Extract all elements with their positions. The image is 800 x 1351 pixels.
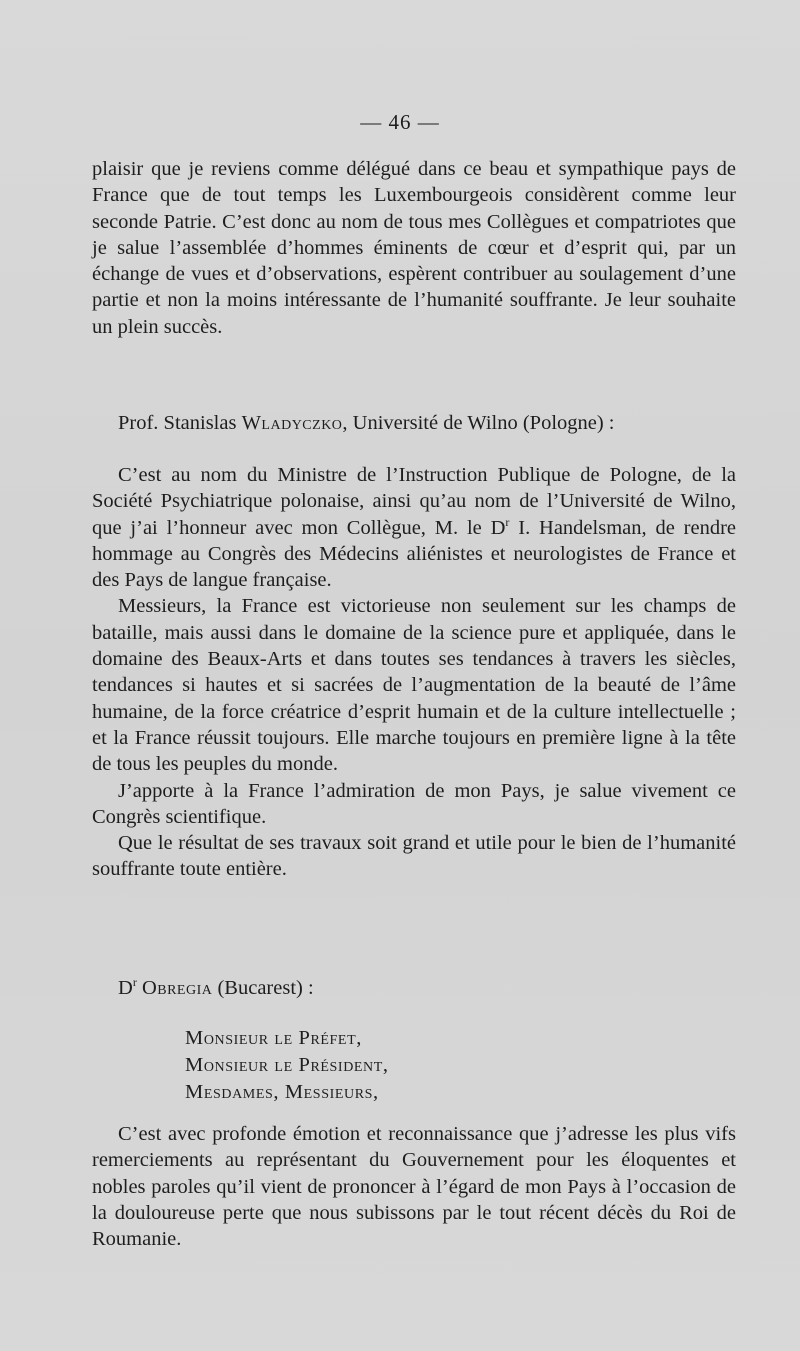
salutations xyxy=(185,1025,389,1106)
speaker-prefix: Prof. Stanislas xyxy=(118,412,242,434)
page-number: — 46 — xyxy=(360,110,440,134)
speaker-heading-obregia xyxy=(118,977,314,1000)
speech-paragraph: C’est au nom du Ministre de l’Instruction Publique de Pologne, de la Société Psychiatrique polonaise, ainsi qu’au nom de l’Université de Wilno, que j’ai l’honneur avec mon Collègue, M. le $D^r$ I. Handelsman, de rendre hommage au Congrès des Médecins aliénistes et neurologistes de France et des Pays de langue française. xyxy=(92,464,737,592)
speech-paragraph: J’apporte à la France l’admiration de mon Pays, je salue vivement ce Congrès scientifique. xyxy=(92,779,736,828)
salutation-line: Mesdames, Messieurs, xyxy=(185,1081,379,1103)
intro-paragraph-block xyxy=(92,156,736,340)
speech-paragraph: Messieurs, la France est victorieuse non seulement sur les champs de bataille, mais aussi dans le domaine de la science pure et appliquée, dans le domaine des Beaux-Arts et dans toutes ses tendances à travers les siècles, tendances si hautes et si sacrées de l’augmentation de la beauté de l’âme humaine, de la force créatrice d’esprit humain et de la culture intellectuelle ; et la France réussit toujours. Elle marche toujours en première ligne à la tête de tous les peuples du monde. xyxy=(92,595,736,776)
speech-paragraph: Que le résultat de ses travaux soit grand et utile pour le bien de l’humanité souffrante toute entière. xyxy=(92,832,736,881)
intro-paragraph: plaisir que je reviens comme délégué dans ce beau et sympathique pays de France que de tout temps les Luxembourgeois considèrent comme leur seconde Patrie. C’est donc au nom de tous mes Collègues et compatriotes que je salue l’assemblée d’hommes éminents de cœur et d’esprit qui, par un échange de vues et d’observations, espèrent contribuer au soulagement d’une partie et non la moins intéressante de l’humanité souffrante. Je leur souhaite un plein succès. xyxy=(92,158,736,338)
speaker-name: Wladyczko xyxy=(241,412,343,434)
salutation-line: Monsieur le Préfet, xyxy=(185,1027,362,1049)
speaker-title-sup: r xyxy=(132,975,137,989)
speaker-city: (Bucarest) : xyxy=(212,977,314,999)
speaker-affiliation: , Université de Wilno (Pologne) : xyxy=(342,412,615,434)
salutation-line: Monsieur le Président, xyxy=(185,1054,389,1076)
speaker-title: D xyxy=(118,977,133,999)
speech-paragraph: C’est avec profonde émotion et reconnaissance que j’adresse les plus vifs remerciements au représentant du Gouvernement pour les éloquentes et nobles paroles qu’il vient de prononcer à l’égard de mon Pays à l’occasion de la douloureuse perte que nous subissons par le tout récent décès du Roi de Roumanie. xyxy=(92,1123,736,1251)
speaker2-speech xyxy=(92,1121,736,1252)
speaker-heading-wladyczko xyxy=(118,412,615,435)
speaker1-speech xyxy=(92,462,736,883)
speaker-name: Obregia xyxy=(141,977,213,999)
